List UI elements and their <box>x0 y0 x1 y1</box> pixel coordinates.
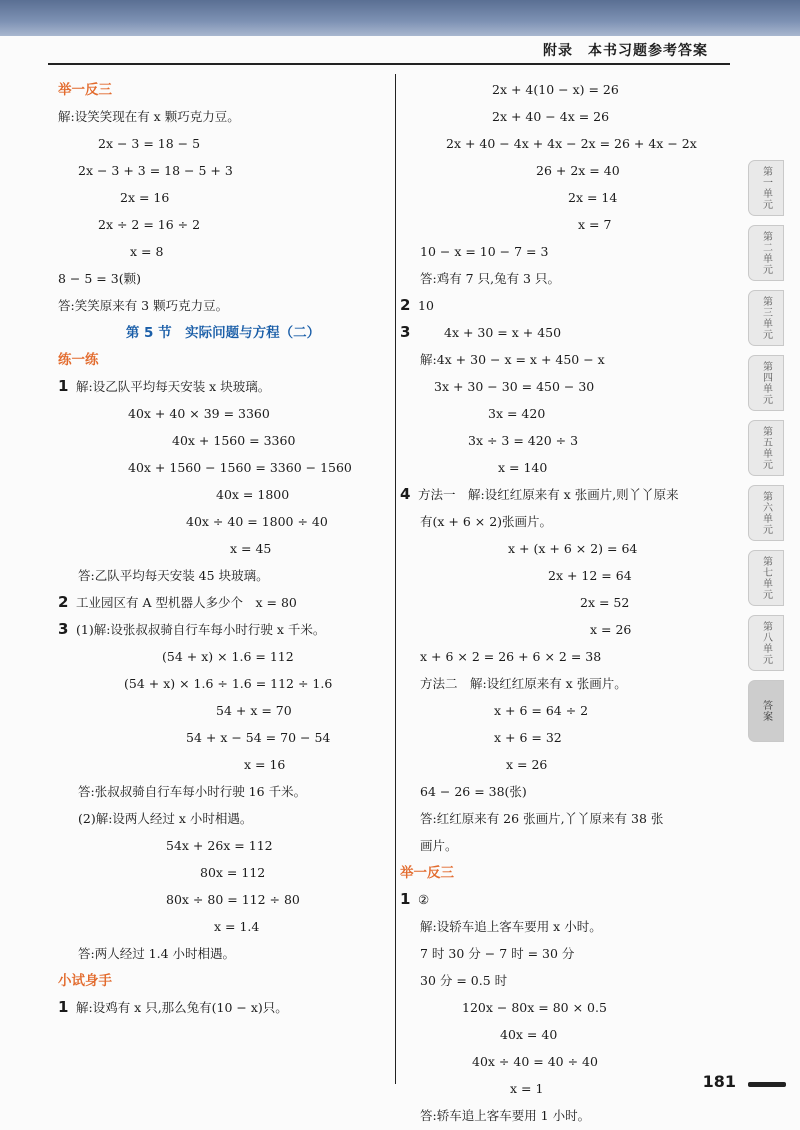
text-line <box>400 211 730 238</box>
line-text: x = 26 <box>506 757 548 772</box>
line-text: 2x = 16 <box>120 190 170 205</box>
line-text: 54 + x − 54 = 70 − 54 <box>186 730 331 745</box>
text-line <box>400 346 730 373</box>
unit-tab[interactable]: 第一单元 <box>748 160 784 216</box>
text-line <box>400 994 730 1021</box>
text-line <box>400 1075 730 1102</box>
unit-tabs <box>748 160 784 751</box>
top-photo-band <box>0 0 800 36</box>
line-text: (54 + x) × 1.6 = 112 <box>162 649 294 664</box>
line-text: 举一反三 <box>58 82 112 98</box>
line-text: 画片。 <box>420 838 458 853</box>
text-line <box>400 103 730 130</box>
line-text: 答:笑笑原来有 3 颗巧克力豆。 <box>58 298 229 313</box>
numbered-item <box>400 481 730 508</box>
line-text: 30 分 = 0.5 时 <box>420 973 508 988</box>
line-text: 2x − 3 = 18 − 5 <box>98 136 201 151</box>
text-line <box>400 508 730 535</box>
line-text: 3x ÷ 3 = 420 ÷ 3 <box>468 433 579 448</box>
section-heading <box>58 967 388 994</box>
page-number: 181 <box>702 1072 736 1091</box>
line-text: x + 6 = 32 <box>494 730 562 745</box>
text-line <box>58 184 388 211</box>
text-line <box>58 508 388 535</box>
text-line <box>400 751 730 778</box>
text-line <box>400 832 730 859</box>
line-text: 工业园区有 A 型机器人多少个 x = 80 <box>76 595 297 610</box>
text-line <box>58 913 388 940</box>
line-text: x = 26 <box>590 622 632 637</box>
text-line <box>58 130 388 157</box>
line-text: x = 140 <box>498 460 548 475</box>
line-text: 80x = 112 <box>200 865 266 880</box>
text-line <box>58 103 388 130</box>
text-line <box>400 265 730 292</box>
line-text: 答:乙队平均每天安装 45 块玻璃。 <box>78 568 269 583</box>
line-text: 40x + 1560 − 1560 = 3360 − 1560 <box>128 460 352 475</box>
text-line <box>400 130 730 157</box>
line-text: 答:红红原来有 26 张画片,丫丫原来有 38 张 <box>420 811 664 826</box>
text-line <box>58 805 388 832</box>
line-text: x + (x + 6 × 2) = 64 <box>508 541 638 556</box>
line-text: 举一反三 <box>400 865 454 881</box>
line-text: 2x + 40 − 4x = 26 <box>492 109 610 124</box>
line-text: 2x + 4(10 − x) = 26 <box>492 82 619 97</box>
unit-tab[interactable]: 第三单元 <box>748 290 784 346</box>
line-text: 解:设轿车追上客车要用 x 小时。 <box>420 919 602 934</box>
text-line <box>58 265 388 292</box>
line-text: x = 16 <box>244 757 286 772</box>
text-line <box>400 76 730 103</box>
text-line <box>58 454 388 481</box>
line-text: (54 + x) × 1.6 ÷ 1.6 = 112 ÷ 1.6 <box>124 676 333 691</box>
line-text: x + 6 × 2 = 26 + 6 × 2 = 38 <box>420 649 602 664</box>
item-number: 2 <box>400 296 411 314</box>
text-line <box>400 238 730 265</box>
text-line <box>58 238 388 265</box>
text-line <box>400 1102 730 1129</box>
text-line <box>400 697 730 724</box>
text-line <box>58 940 388 967</box>
numbered-item <box>400 292 730 319</box>
line-text: 54x + 26x = 112 <box>166 838 273 853</box>
text-line <box>400 967 730 994</box>
text-line <box>58 724 388 751</box>
text-line <box>400 535 730 562</box>
text-line <box>400 670 730 697</box>
line-text: 解:设笑笑现在有 x 颗巧克力豆。 <box>58 109 240 124</box>
text-line <box>400 157 730 184</box>
text-line <box>400 562 730 589</box>
item-number: 3 <box>58 620 69 638</box>
text-line <box>58 535 388 562</box>
line-text: 3x + 30 − 30 = 450 − 30 <box>434 379 595 394</box>
line-text: 方法二 解:设红红原来有 x 张画片。 <box>420 676 627 691</box>
unit-tab[interactable]: 第五单元 <box>748 420 784 476</box>
line-text: 2x − 3 + 3 = 18 − 5 + 3 <box>78 163 233 178</box>
text-line <box>58 643 388 670</box>
line-text: 解:设鸡有 x 只,那么兔有(10 − x)只。 <box>76 1000 288 1015</box>
section-heading <box>400 859 730 886</box>
line-text: 40x = 1800 <box>216 487 290 502</box>
text-line <box>400 940 730 967</box>
text-line <box>400 913 730 940</box>
line-text: 4x + 30 = x + 450 <box>444 325 562 340</box>
text-line <box>400 400 730 427</box>
text-line <box>58 832 388 859</box>
line-text: 练一练 <box>58 352 99 368</box>
line-text: 解:4x + 30 − x = x + 450 − x <box>420 352 605 367</box>
unit-tab[interactable]: 第四单元 <box>748 355 784 411</box>
line-text: ② <box>418 892 430 907</box>
line-text: 第 5 节 实际问题与方程（二） <box>125 325 321 341</box>
line-text: (1)解:设张叔叔骑自行车每小时行驶 x 千米。 <box>76 622 326 637</box>
text-line <box>58 211 388 238</box>
text-line <box>58 481 388 508</box>
text-line <box>400 643 730 670</box>
text-line <box>400 1048 730 1075</box>
line-text: 2x = 14 <box>568 190 618 205</box>
line-text: 10 − x = 10 − 7 = 3 <box>420 244 549 259</box>
line-text: 3x = 420 <box>488 406 546 421</box>
line-text: 40x + 1560 = 3360 <box>172 433 296 448</box>
numbered-item <box>58 589 388 616</box>
line-text: x = 1 <box>510 1081 544 1096</box>
text-line <box>58 886 388 913</box>
line-text: 26 + 2x = 40 <box>536 163 620 178</box>
item-number: 2 <box>58 593 69 611</box>
text-line <box>58 400 388 427</box>
line-text: 答:鸡有 7 只,兔有 3 只。 <box>420 271 560 286</box>
text-line <box>400 1021 730 1048</box>
text-line <box>58 292 388 319</box>
line-text: 答:张叔叔骑自行车每小时行驶 16 千米。 <box>78 784 307 799</box>
unit-tab[interactable]: 第七单元 <box>748 550 784 606</box>
line-text: 答:两人经过 1.4 小时相遇。 <box>78 946 236 961</box>
running-header: 附录 本书习题参考答案 <box>543 43 708 59</box>
column-divider <box>395 74 396 1084</box>
left-column <box>58 76 388 1021</box>
line-text: x = 8 <box>130 244 164 259</box>
item-number: 1 <box>400 890 411 908</box>
text-line <box>58 562 388 589</box>
numbered-item <box>400 319 730 346</box>
unit-tab[interactable]: 第八单元 <box>748 615 784 671</box>
item-number: 1 <box>58 377 69 395</box>
text-line <box>400 778 730 805</box>
text-line <box>58 670 388 697</box>
text-line <box>58 778 388 805</box>
line-text: 2x + 12 = 64 <box>548 568 632 583</box>
line-text: x + 6 = 64 ÷ 2 <box>494 703 589 718</box>
text-line <box>58 751 388 778</box>
line-text: 40x ÷ 40 = 40 ÷ 40 <box>472 1054 598 1069</box>
line-text: x = 7 <box>578 217 612 232</box>
line-text: 答:轿车追上客车要用 1 小时。 <box>420 1108 591 1123</box>
line-text: 10 <box>418 298 434 313</box>
page-number-dash <box>748 1082 786 1087</box>
line-text: (2)解:设两人经过 x 小时相遇。 <box>78 811 253 826</box>
section-heading <box>58 319 388 346</box>
line-text: 8 − 5 = 3(颗) <box>58 271 141 286</box>
line-text: 2x ÷ 2 = 16 ÷ 2 <box>98 217 201 232</box>
item-number: 1 <box>58 998 69 1016</box>
text-line <box>400 724 730 751</box>
text-line <box>58 697 388 724</box>
numbered-item <box>58 994 388 1021</box>
numbered-item <box>58 616 388 643</box>
line-text: 40x ÷ 40 = 1800 ÷ 40 <box>186 514 328 529</box>
line-text: 有(x + 6 × 2)张画片。 <box>420 514 553 529</box>
numbered-item <box>58 373 388 400</box>
line-text: 40x = 40 <box>500 1027 558 1042</box>
line-text: 40x + 40 × 39 = 3360 <box>128 406 270 421</box>
numbered-item <box>400 886 730 913</box>
unit-tab[interactable]: 答案 <box>748 680 784 742</box>
text-line <box>58 157 388 184</box>
text-line <box>400 184 730 211</box>
section-heading <box>58 346 388 373</box>
header-rule <box>48 63 730 65</box>
line-text: 2x + 40 − 4x + 4x − 2x = 26 + 4x − 2x <box>446 136 697 151</box>
line-text: 小试身手 <box>58 973 112 989</box>
text-line <box>400 427 730 454</box>
right-column <box>400 76 730 1129</box>
text-line <box>400 589 730 616</box>
line-text: 64 − 26 = 38(张) <box>420 784 527 799</box>
unit-tab[interactable]: 第二单元 <box>748 225 784 281</box>
text-line <box>58 427 388 454</box>
text-line <box>400 616 730 643</box>
line-text: 解:设乙队平均每天安装 x 块玻璃。 <box>76 379 271 394</box>
item-number: 3 <box>400 323 411 341</box>
line-text: 120x − 80x = 80 × 0.5 <box>462 1000 607 1015</box>
line-text: x = 1.4 <box>214 919 260 934</box>
text-line <box>400 454 730 481</box>
line-text: 2x = 52 <box>580 595 630 610</box>
line-text: 54 + x = 70 <box>216 703 292 718</box>
line-text: 方法一 解:设红红原来有 x 张画片,则丫丫原来 <box>418 487 679 502</box>
text-line <box>400 373 730 400</box>
unit-tab[interactable]: 第六单元 <box>748 485 784 541</box>
text-line <box>58 859 388 886</box>
item-number: 4 <box>400 485 411 503</box>
text-line <box>400 805 730 832</box>
line-text: 7 时 30 分 − 7 时 = 30 分 <box>420 946 575 961</box>
line-text: 80x ÷ 80 = 112 ÷ 80 <box>166 892 300 907</box>
section-heading <box>58 76 388 103</box>
line-text: x = 45 <box>230 541 272 556</box>
